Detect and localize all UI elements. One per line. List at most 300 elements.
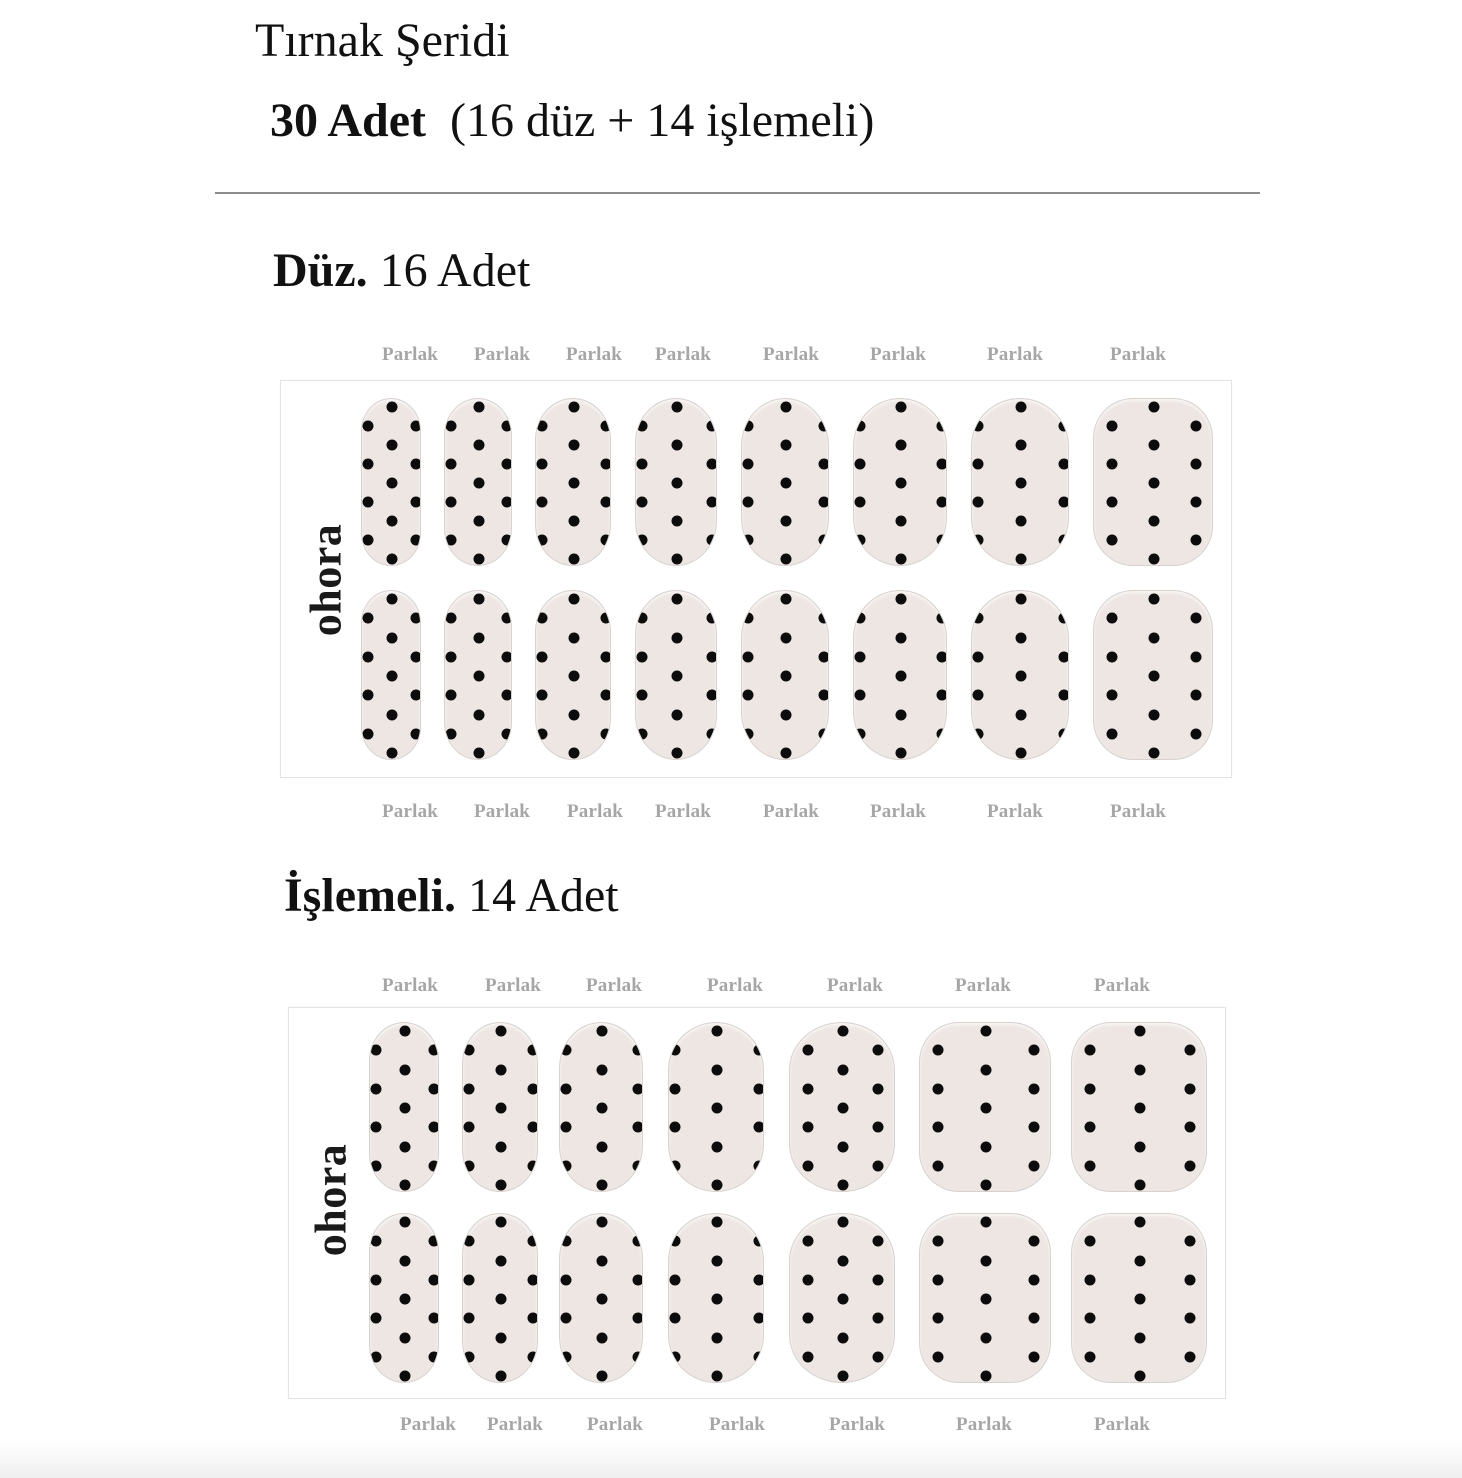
nail-sticker — [853, 590, 947, 760]
polka-dot — [429, 1236, 440, 1247]
polka-dot — [637, 613, 648, 624]
polka-dot — [803, 1160, 814, 1171]
polka-dot — [1135, 1103, 1146, 1114]
polka-dot — [672, 709, 683, 720]
polka-dot — [496, 1064, 507, 1075]
polka-dot — [933, 1160, 944, 1171]
polka-dot — [1191, 651, 1202, 662]
polka-dot — [707, 613, 718, 624]
polka-dot — [400, 1180, 411, 1191]
polka-dot — [429, 1313, 440, 1324]
finish-label: Parlak — [986, 801, 1044, 822]
polka-dot — [1016, 671, 1027, 682]
polka-dot — [1016, 554, 1027, 565]
polka-dot — [363, 690, 374, 701]
nail-sticker — [444, 398, 512, 566]
polka-dot — [707, 459, 718, 470]
polka-dot — [569, 554, 580, 565]
polka-dot — [973, 421, 984, 432]
polka-dot — [743, 690, 754, 701]
polka-dot — [387, 478, 398, 489]
polka-dot — [1149, 402, 1160, 413]
polka-dot — [387, 402, 398, 413]
finish-label: Parlak — [484, 975, 542, 996]
polka-dot — [1191, 690, 1202, 701]
polka-dot — [1016, 594, 1027, 605]
polka-dot — [1149, 478, 1160, 489]
polka-dot — [496, 1255, 507, 1266]
polka-dot — [561, 1274, 572, 1285]
polka-dot — [819, 535, 830, 546]
polka-dot — [400, 1141, 411, 1152]
polka-dot — [1135, 1180, 1146, 1191]
polka-dot — [528, 1045, 539, 1056]
nail-sticker — [462, 1213, 538, 1383]
polka-dot — [707, 421, 718, 432]
polka-dot — [1016, 478, 1027, 489]
polka-dot — [561, 1045, 572, 1056]
finish-label: Parlak — [381, 801, 439, 822]
polka-dot — [1107, 690, 1118, 701]
polka-dot — [387, 632, 398, 643]
polka-dot — [537, 459, 548, 470]
finish-label: Parlak — [381, 975, 439, 996]
polka-dot — [1135, 1371, 1146, 1382]
polka-dot — [896, 632, 907, 643]
polka-dot — [633, 1236, 644, 1247]
polka-dot — [537, 728, 548, 739]
polka-dot — [672, 671, 683, 682]
polka-dot — [387, 671, 398, 682]
polka-dot — [672, 440, 683, 451]
finish-label: Parlak — [585, 975, 643, 996]
polka-dot — [569, 671, 580, 682]
polka-dot — [528, 1274, 539, 1285]
polka-dot — [672, 516, 683, 527]
polka-dot — [672, 594, 683, 605]
section-heading-bold: Düz. — [273, 244, 368, 297]
polka-dot — [855, 613, 866, 624]
nail-sticker — [369, 1213, 439, 1383]
polka-dot — [569, 402, 580, 413]
polka-dot — [896, 709, 907, 720]
polka-dot — [411, 459, 422, 470]
brand-logo: ohora — [306, 1143, 356, 1257]
finish-label: Parlak — [954, 975, 1012, 996]
polka-dot — [496, 1180, 507, 1191]
polka-dot — [597, 1371, 608, 1382]
polka-dot — [474, 516, 485, 527]
polka-dot — [838, 1064, 849, 1075]
nail-sticker — [919, 1213, 1051, 1383]
polka-dot — [855, 535, 866, 546]
polka-dot — [1107, 421, 1118, 432]
polka-dot — [1135, 1217, 1146, 1228]
finish-label: Parlak — [1093, 975, 1151, 996]
polka-dot — [712, 1103, 723, 1114]
finish-label: Parlak — [473, 801, 531, 822]
polka-dot — [743, 728, 754, 739]
polka-dot — [537, 651, 548, 662]
polka-dot — [754, 1122, 765, 1133]
polka-dot — [896, 748, 907, 759]
polka-dot — [896, 440, 907, 451]
polka-dot — [855, 690, 866, 701]
polka-dot — [371, 1160, 382, 1171]
polka-dot — [1085, 1274, 1096, 1285]
polka-dot — [803, 1083, 814, 1094]
polka-dot — [855, 421, 866, 432]
polka-dot — [371, 1122, 382, 1133]
polka-dot — [712, 1332, 723, 1343]
polka-dot — [561, 1351, 572, 1362]
polka-dot — [873, 1160, 884, 1171]
finish-label: Parlak — [473, 344, 531, 365]
polka-dot — [1029, 1083, 1040, 1094]
polka-dot — [363, 421, 374, 432]
polka-dot — [1029, 1274, 1040, 1285]
polka-dot — [1085, 1083, 1096, 1094]
polka-dot — [496, 1332, 507, 1343]
polka-dot — [1085, 1236, 1096, 1247]
polka-dot — [1029, 1313, 1040, 1324]
finish-label: Parlak — [869, 801, 927, 822]
polka-dot — [981, 1103, 992, 1114]
polka-dot — [937, 690, 948, 701]
finish-label: Parlak — [762, 801, 820, 822]
polka-dot — [474, 709, 485, 720]
polka-dot — [973, 459, 984, 470]
polka-dot — [429, 1160, 440, 1171]
polka-dot — [363, 728, 374, 739]
polka-dot — [363, 651, 374, 662]
polka-dot — [973, 728, 984, 739]
polka-dot — [1185, 1160, 1196, 1171]
page-title: Tırnak Şeridi — [255, 14, 510, 67]
polka-dot — [855, 728, 866, 739]
polka-dot — [1149, 516, 1160, 527]
polka-dot — [781, 516, 792, 527]
polka-dot — [502, 497, 513, 508]
polka-dot — [637, 421, 648, 432]
polka-dot — [601, 613, 612, 624]
polka-dot — [474, 478, 485, 489]
nail-sticker — [361, 590, 421, 760]
polka-dot — [838, 1294, 849, 1305]
polka-dot — [896, 516, 907, 527]
polka-dot — [601, 690, 612, 701]
polka-dot — [803, 1313, 814, 1324]
polka-dot — [803, 1236, 814, 1247]
polka-dot — [537, 613, 548, 624]
finish-label: Parlak — [869, 344, 927, 365]
polka-dot — [411, 535, 422, 546]
polka-dot — [569, 478, 580, 489]
polka-dot — [474, 671, 485, 682]
polka-dot — [474, 440, 485, 451]
polka-dot — [371, 1083, 382, 1094]
polka-dot — [537, 421, 548, 432]
polka-dot — [496, 1026, 507, 1037]
polka-dot — [933, 1236, 944, 1247]
polka-dot — [1191, 421, 1202, 432]
polka-dot — [743, 613, 754, 624]
polka-dot — [803, 1274, 814, 1285]
polka-dot — [896, 402, 907, 413]
polka-dot — [933, 1313, 944, 1324]
nail-sticker — [1093, 398, 1213, 566]
polka-dot — [561, 1122, 572, 1133]
polka-dot — [819, 651, 830, 662]
polka-dot — [411, 613, 422, 624]
polka-dot — [672, 554, 683, 565]
polka-dot — [411, 497, 422, 508]
polka-dot — [446, 535, 457, 546]
polka-dot — [1029, 1122, 1040, 1133]
piece-count-total: 30 Adet — [270, 94, 426, 147]
finish-label: Parlak — [486, 1414, 544, 1435]
polka-dot — [446, 421, 457, 432]
polka-dot — [496, 1217, 507, 1228]
polka-dot — [387, 709, 398, 720]
finish-label: Parlak — [762, 344, 820, 365]
polka-dot — [1107, 728, 1118, 739]
polka-dot — [670, 1083, 681, 1094]
polka-dot — [712, 1255, 723, 1266]
polka-dot — [637, 459, 648, 470]
nail-sticker — [559, 1022, 643, 1192]
polka-dot — [528, 1236, 539, 1247]
polka-dot — [537, 535, 548, 546]
polka-dot — [502, 690, 513, 701]
polka-dot — [363, 459, 374, 470]
polka-dot — [464, 1045, 475, 1056]
polka-dot — [1107, 613, 1118, 624]
polka-dot — [781, 748, 792, 759]
polka-dot — [400, 1026, 411, 1037]
polka-dot — [1059, 690, 1070, 701]
polka-dot — [981, 1332, 992, 1343]
polka-dot — [803, 1351, 814, 1362]
polka-dot — [937, 497, 948, 508]
nail-sticker — [361, 398, 421, 566]
polka-dot — [569, 632, 580, 643]
polka-dot — [781, 594, 792, 605]
nail-sticker — [535, 398, 611, 566]
nail-sticker — [369, 1022, 439, 1192]
polka-dot — [670, 1122, 681, 1133]
nail-sticker — [1093, 590, 1213, 760]
polka-dot — [937, 613, 948, 624]
polka-dot — [1185, 1236, 1196, 1247]
polka-dot — [873, 1083, 884, 1094]
polka-dot — [633, 1351, 644, 1362]
polka-dot — [1029, 1236, 1040, 1247]
polka-dot — [933, 1122, 944, 1133]
polka-dot — [1135, 1255, 1146, 1266]
polka-dot — [1085, 1160, 1096, 1171]
polka-dot — [712, 1141, 723, 1152]
polka-dot — [601, 459, 612, 470]
polka-dot — [670, 1236, 681, 1247]
polka-dot — [819, 690, 830, 701]
polka-dot — [937, 421, 948, 432]
polka-dot — [1191, 613, 1202, 624]
polka-dot — [1149, 594, 1160, 605]
polka-dot — [896, 671, 907, 682]
polka-dot — [672, 478, 683, 489]
polka-dot — [1059, 459, 1070, 470]
polka-dot — [371, 1351, 382, 1362]
polka-dot — [937, 651, 948, 662]
polka-dot — [528, 1351, 539, 1362]
finish-label: Parlak — [706, 975, 764, 996]
polka-dot — [981, 1255, 992, 1266]
polka-dot — [537, 497, 548, 508]
polka-dot — [411, 728, 422, 739]
polka-dot — [597, 1255, 608, 1266]
polka-dot — [474, 632, 485, 643]
polka-dot — [819, 497, 830, 508]
polka-dot — [781, 402, 792, 413]
polka-dot — [670, 1045, 681, 1056]
polka-dot — [781, 632, 792, 643]
polka-dot — [670, 1160, 681, 1171]
polka-dot — [446, 690, 457, 701]
polka-dot — [743, 497, 754, 508]
polka-dot — [561, 1160, 572, 1171]
polka-dot — [464, 1083, 475, 1094]
finish-label: Parlak — [955, 1414, 1013, 1435]
polka-dot — [502, 459, 513, 470]
polka-dot — [429, 1045, 440, 1056]
polka-dot — [400, 1371, 411, 1382]
polka-dot — [754, 1045, 765, 1056]
polka-dot — [601, 535, 612, 546]
section-heading-duz — [273, 242, 530, 300]
polka-dot — [819, 459, 830, 470]
polka-dot — [981, 1026, 992, 1037]
polka-dot — [597, 1180, 608, 1191]
polka-dot — [569, 440, 580, 451]
polka-dot — [1135, 1332, 1146, 1343]
polka-dot — [601, 651, 612, 662]
polka-dot — [1107, 535, 1118, 546]
polka-dot — [400, 1103, 411, 1114]
section-heading-count: 14 Adet — [467, 869, 619, 922]
polka-dot — [1191, 728, 1202, 739]
polka-dot — [973, 613, 984, 624]
polka-dot — [1185, 1045, 1196, 1056]
polka-dot — [1016, 402, 1027, 413]
polka-dot — [754, 1083, 765, 1094]
nail-sticker — [971, 398, 1069, 566]
nail-sticker — [919, 1022, 1051, 1192]
polka-dot — [429, 1083, 440, 1094]
polka-dot — [569, 594, 580, 605]
polka-dot — [474, 594, 485, 605]
polka-dot — [1085, 1045, 1096, 1056]
polka-dot — [712, 1180, 723, 1191]
polka-dot — [896, 594, 907, 605]
polka-dot — [803, 1045, 814, 1056]
section-heading-count: 16 Adet — [379, 244, 531, 297]
polka-dot — [933, 1083, 944, 1094]
bottom-fade — [0, 1440, 1462, 1478]
polka-dot — [464, 1274, 475, 1285]
finish-label: Parlak — [1109, 801, 1167, 822]
polka-dot — [838, 1371, 849, 1382]
polka-dot — [838, 1141, 849, 1152]
polka-dot — [712, 1371, 723, 1382]
finish-label: Parlak — [826, 975, 884, 996]
polka-dot — [569, 516, 580, 527]
polka-dot — [601, 728, 612, 739]
nail-sticker — [444, 590, 512, 760]
polka-dot — [937, 535, 948, 546]
polka-dot — [819, 728, 830, 739]
polka-dot — [400, 1332, 411, 1343]
finish-label: Parlak — [565, 344, 623, 365]
polka-dot — [400, 1064, 411, 1075]
polka-dot — [446, 497, 457, 508]
polka-dot — [637, 728, 648, 739]
section-heading-islemeli — [284, 867, 619, 925]
polka-dot — [781, 671, 792, 682]
polka-dot — [633, 1045, 644, 1056]
nail-sticker — [741, 398, 829, 566]
polka-dot — [464, 1236, 475, 1247]
polka-dot — [781, 554, 792, 565]
polka-dot — [633, 1083, 644, 1094]
polka-dot — [937, 459, 948, 470]
polka-dot — [637, 535, 648, 546]
polka-dot — [743, 421, 754, 432]
polka-dot — [873, 1274, 884, 1285]
polka-dot — [981, 1217, 992, 1228]
polka-dot — [387, 516, 398, 527]
polka-dot — [363, 497, 374, 508]
polka-dot — [429, 1351, 440, 1362]
polka-dot — [464, 1313, 475, 1324]
finish-label: Parlak — [399, 1414, 457, 1435]
finish-label: Parlak — [828, 1414, 886, 1435]
finish-label: Parlak — [1109, 344, 1167, 365]
polka-dot — [464, 1351, 475, 1362]
polka-dot — [1059, 421, 1070, 432]
polka-dot — [528, 1122, 539, 1133]
polka-dot — [1016, 709, 1027, 720]
polka-dot — [528, 1083, 539, 1094]
polka-dot — [1107, 459, 1118, 470]
polka-dot — [1185, 1313, 1196, 1324]
polka-dot — [672, 632, 683, 643]
polka-dot — [387, 440, 398, 451]
polka-dot — [855, 459, 866, 470]
polka-dot — [633, 1160, 644, 1171]
polka-dot — [670, 1351, 681, 1362]
polka-dot — [1149, 632, 1160, 643]
polka-dot — [446, 613, 457, 624]
polka-dot — [387, 748, 398, 759]
polka-dot — [712, 1294, 723, 1305]
polka-dot — [400, 1294, 411, 1305]
nail-sticker — [635, 590, 717, 760]
polka-dot — [496, 1103, 507, 1114]
polka-dot — [1016, 748, 1027, 759]
polka-dot — [502, 728, 513, 739]
polka-dot — [743, 459, 754, 470]
